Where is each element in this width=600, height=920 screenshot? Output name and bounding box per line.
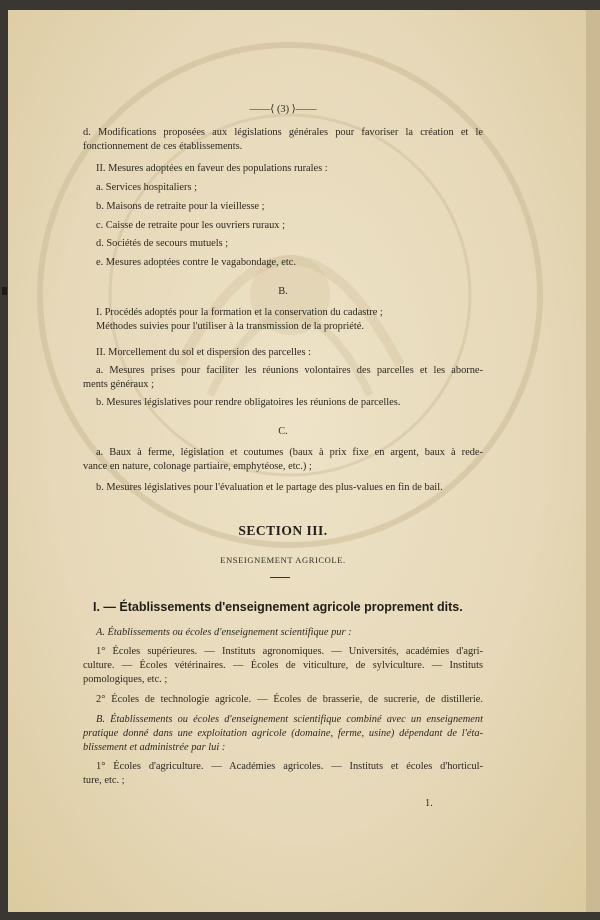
text-line: fonctionnement de ces établissements. xyxy=(83,141,243,152)
section-subtitle: ENSEIGNEMENT AGRICOLE. xyxy=(220,555,346,565)
text-line: I. Procédés adoptés pour la formation et la conservation du cadastre ; xyxy=(96,307,383,318)
text-line: d. Modifications proposées aux législations générales pour favoriser la création et le xyxy=(83,127,483,138)
page-edge xyxy=(586,10,600,912)
text-line: b. Maisons de retraite pour la vieillesse ; xyxy=(96,201,265,212)
heading-B: B. xyxy=(278,286,288,297)
text-line: B. Établissements ou écoles d'enseignement scientifique combiné avec un enseignement xyxy=(96,714,483,725)
text-line: b. Mesures législatives pour rendre obligatoires les réunions de parcelles. xyxy=(96,397,401,408)
text-line: e. Mesures adoptées contre le vagabondage, etc. xyxy=(96,257,296,268)
text-line: a. Baux à ferme, législation et coutumes (baux à prix fixe en argent, baux à rede- xyxy=(96,447,483,458)
section-title: SECTION III. xyxy=(238,523,328,538)
text-line: 1° Écoles supérieures. — Instituts agronomiques. — Universités, académies d'agri- xyxy=(96,646,483,657)
divider xyxy=(270,577,290,578)
subsection-heading: I. — Établissements d'enseignement agricole proprement dits. xyxy=(93,600,463,614)
signature-mark: 1. xyxy=(425,798,433,809)
text-line: vance en nature, colonage partiaire, emphytéose, etc.) ; xyxy=(83,461,312,472)
page-number-text: (3) xyxy=(276,104,290,115)
heading-C: C. xyxy=(278,426,288,437)
text-line: a. Services hospitaliers ; xyxy=(96,182,197,193)
text-line: II. Mesures adoptées en faveur des populations rurales : xyxy=(96,163,328,174)
text-line: blissement et administrée par lui : xyxy=(83,742,226,753)
text-line: pratique donné dans une exploitation agricole (domaine, ferme, usine) dépendant de l'éta- xyxy=(83,728,483,739)
text-line: Méthodes suivies pour l'utiliser à la transmission de la propriété. xyxy=(96,321,364,332)
text-line: c. Caisse de retraite pour les ouvriers ruraux ; xyxy=(96,220,285,231)
text-line: 1° Écoles d'agriculture. — Académies agricoles. — Instituts et écoles d'horticul- xyxy=(96,761,483,772)
text-line: b. Mesures législatives pour l'évaluation et le partage des plus-values en fin de bail. xyxy=(96,482,443,493)
binding-mark xyxy=(2,287,7,295)
text-line: 2° Écoles de technologie agricole. — Écoles de brasserie, de sucrerie, de distillerie. xyxy=(96,694,483,705)
text-line: A. Établissements ou écoles d'enseignement scientifique pur : xyxy=(96,627,352,638)
text-line: ments généraux ; xyxy=(83,379,154,390)
text-line: ture, etc. ; xyxy=(83,775,125,786)
text-line: a. Mesures prises pour faciliter les réunions volontaires des parcelles et les aborne- xyxy=(96,365,483,376)
text-line: d. Sociétés de secours mutuels ; xyxy=(96,238,229,249)
text-line: culture. — Écoles vétérinaires. — Écoles de viticulture, de sylviculture. — Instituts xyxy=(83,660,483,671)
page-number: ——⟨ (3) ⟩—— xyxy=(249,104,317,115)
text-line: II. Morcellement du sol et dispersion des parcelles : xyxy=(96,347,311,358)
text-line: pomologiques, etc. ; xyxy=(83,674,168,685)
